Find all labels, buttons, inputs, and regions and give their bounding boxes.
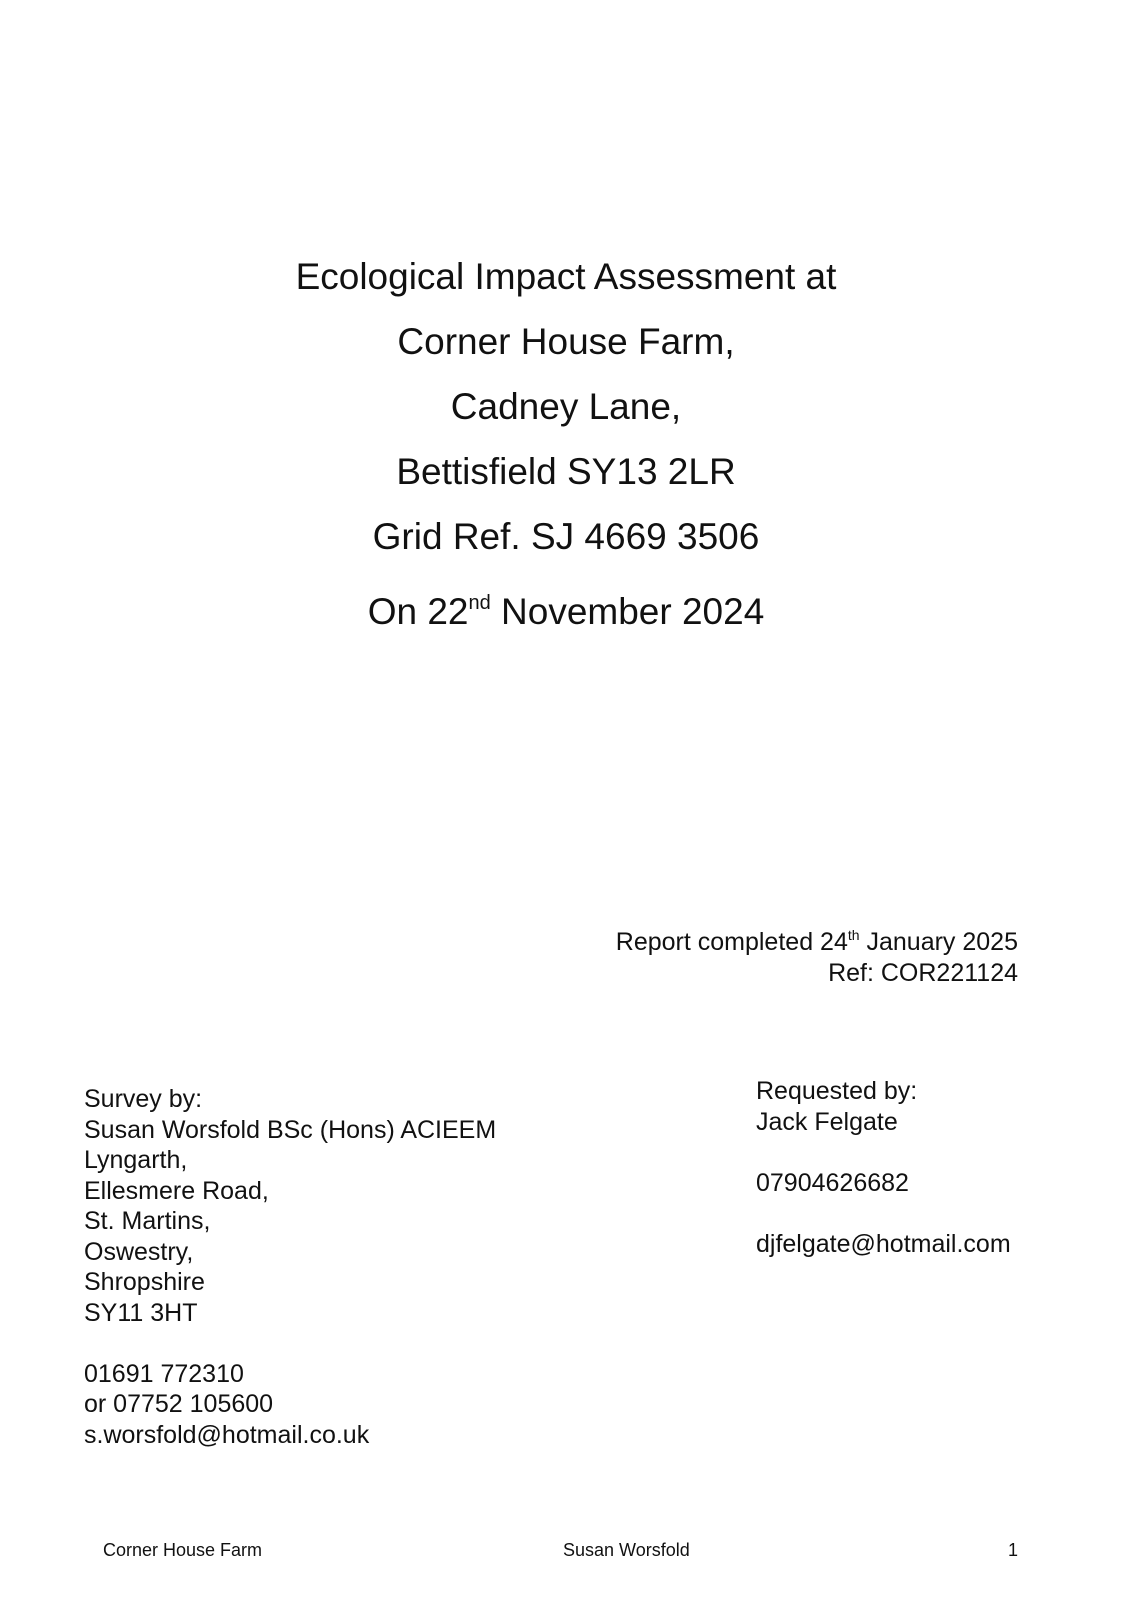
survey-date-suffix: November 2024 (490, 591, 765, 632)
title-line-1: Ecological Impact Assessment at (295, 256, 837, 297)
spacer (756, 1198, 1011, 1229)
footer-page-number: 1 (1007, 1540, 1018, 1560)
survey-by-block (84, 1084, 496, 1450)
survey-heading: Survey by: (84, 1085, 203, 1113)
survey-date-prefix: On 22 (367, 591, 469, 632)
title-block (0, 244, 1132, 644)
report-ref: Ref: COR221124 (828, 959, 1018, 987)
surveyor-address-line: Lyngarth, (84, 1146, 188, 1174)
title-line-2: Corner House Farm, (397, 321, 735, 362)
title-line-4: Bettisfield SY13 2LR (396, 451, 736, 492)
report-completed-prefix: Report completed 24 (615, 928, 848, 956)
footer-author: Susan Worsfold (563, 1540, 690, 1560)
report-info (616, 927, 1018, 989)
title-grid-ref: Grid Ref. SJ 4669 3506 (372, 516, 760, 557)
report-completed-suffix: January 2025 (859, 928, 1018, 956)
surveyor-address-line: Ellesmere Road, (84, 1176, 269, 1205)
requested-by-block (756, 1076, 1011, 1259)
surveyor-postcode: SY11 3HT (84, 1298, 198, 1327)
page-footer (0, 1538, 1132, 1562)
title-line-3: Cadney Lane, (450, 386, 682, 427)
requested-heading: Requested by: (756, 1077, 918, 1105)
client-email: djfelgate@hotmail.com (756, 1229, 1011, 1258)
surveyor-mobile: or 07752 105600 (84, 1390, 274, 1418)
report-completed-ordinal: th (847, 926, 860, 943)
title-survey-date (0, 579, 1132, 644)
surveyor-phone: 01691 772310 (84, 1359, 244, 1388)
surveyor-address-line: St. Martins, (84, 1207, 211, 1235)
surveyor-address-line: Oswestry, (84, 1237, 194, 1266)
surveyor-name: Susan Worsfold BSc (Hons) ACIEEM (84, 1115, 497, 1144)
spacer (84, 1328, 496, 1359)
footer-site-name: Corner House Farm (103, 1540, 263, 1560)
spacer (756, 1137, 1011, 1168)
client-name: Jack Felgate (756, 1107, 898, 1136)
surveyor-email: s.worsfold@hotmail.co.uk (84, 1420, 370, 1449)
client-phone: 07904626682 (756, 1168, 909, 1197)
report-completed (616, 927, 1018, 958)
surveyor-address-line: Shropshire (84, 1268, 205, 1296)
survey-date-ordinal: nd (468, 591, 491, 614)
